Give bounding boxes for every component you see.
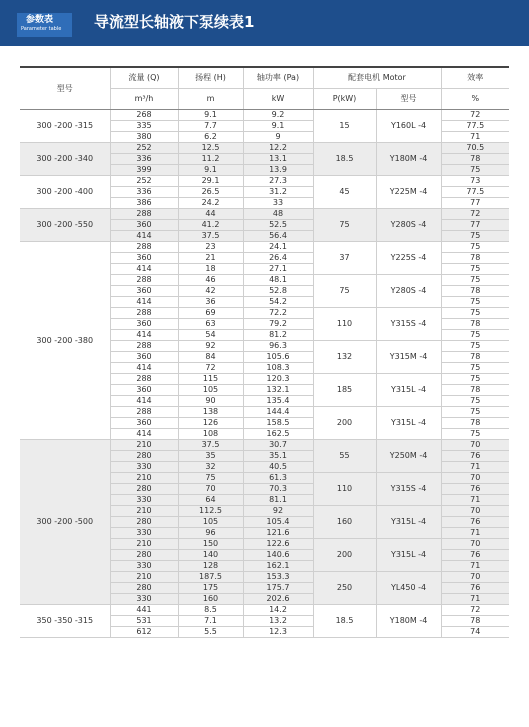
cell-efficiency: 78 [441,253,509,264]
cell-head: 9.1 [178,110,243,121]
cell-shaft: 121.6 [243,528,313,539]
unit-motor-model: 型号 [376,89,441,110]
cell-efficiency: 75 [441,242,509,253]
cell-shaft: 105.6 [243,352,313,363]
cell-head: 160 [178,594,243,605]
cell-flow: 360 [110,385,178,396]
cell-head: 69 [178,308,243,319]
cell-efficiency: 75 [441,165,509,176]
cell-efficiency: 70 [441,473,509,484]
cell-shaft: 26.4 [243,253,313,264]
cell-flow: 414 [110,231,178,242]
cell-motor-model: Y315L -4 [376,407,441,440]
cell-motor-power: 110 [313,308,376,341]
cell-shaft: 202.6 [243,594,313,605]
cell-motor-model: Y315L -4 [376,374,441,407]
cell-motor-model: Y315L -4 [376,506,441,539]
cell-shaft: 9 [243,132,313,143]
cell-motor-power: 18.5 [313,605,376,638]
cell-shaft: 48.1 [243,275,313,286]
cell-flow: 268 [110,110,178,121]
cell-shaft: 33 [243,198,313,209]
cell-head: 11.2 [178,154,243,165]
cell-shaft: 52.5 [243,220,313,231]
cell-flow: 414 [110,297,178,308]
cell-head: 7.1 [178,616,243,627]
cell-efficiency: 76 [441,583,509,594]
table-row [20,110,509,121]
cell-head: 115 [178,374,243,385]
cell-flow: 330 [110,462,178,473]
cell-efficiency: 78 [441,385,509,396]
cell-shaft: 30.7 [243,440,313,451]
cell-motor-power: 37 [313,242,376,275]
cell-head: 9.1 [178,165,243,176]
cell-flow: 336 [110,154,178,165]
cell-head: 35 [178,451,243,462]
cell-efficiency: 77 [441,198,509,209]
cell-head: 138 [178,407,243,418]
cell-head: 126 [178,418,243,429]
cell-flow: 360 [110,319,178,330]
cell-shaft: 153.3 [243,572,313,583]
cell-efficiency: 78 [441,616,509,627]
cell-shaft: 9.1 [243,121,313,132]
cell-flow: 288 [110,275,178,286]
cell-flow: 280 [110,451,178,462]
cell-shaft: 40.5 [243,462,313,473]
cell-efficiency: 76 [441,451,509,462]
cell-model: 300 -200 -550 [20,209,110,242]
cell-head: 54 [178,330,243,341]
cell-efficiency: 78 [441,286,509,297]
cell-flow: 531 [110,616,178,627]
cell-motor-model: Y315M -4 [376,341,441,374]
cell-head: 187.5 [178,572,243,583]
cell-motor-model: Y280S -4 [376,209,441,242]
table-body [20,110,509,638]
cell-shaft: 132.1 [243,385,313,396]
unit-motor-power: P(kW) [313,89,376,110]
cell-flow: 280 [110,550,178,561]
cell-efficiency: 78 [441,154,509,165]
cell-head: 7.7 [178,121,243,132]
cell-head: 150 [178,539,243,550]
cell-head: 37.5 [178,231,243,242]
cell-shaft: 144.4 [243,407,313,418]
cell-motor-power: 200 [313,407,376,440]
cell-efficiency: 71 [441,462,509,473]
cell-efficiency: 70 [441,440,509,451]
cell-shaft: 27.3 [243,176,313,187]
tag-english: Parameter table [21,26,62,32]
table-row [20,440,509,451]
cell-shaft: 13.1 [243,154,313,165]
cell-flow: 414 [110,264,178,275]
cell-efficiency: 71 [441,561,509,572]
cell-efficiency: 71 [441,594,509,605]
tag-chinese: 参数表 [26,15,54,25]
page-title: 导流型长轴液下泵续表1 [94,13,255,31]
cell-head: 18 [178,264,243,275]
cell-shaft: 12.2 [243,143,313,154]
cell-head: 44 [178,209,243,220]
cell-head: 29.1 [178,176,243,187]
cell-head: 140 [178,550,243,561]
cell-shaft: 9.2 [243,110,313,121]
table-row [20,176,509,187]
unit-efficiency: % [441,89,509,110]
cell-head: 24.2 [178,198,243,209]
cell-efficiency: 75 [441,396,509,407]
cell-flow: 386 [110,198,178,209]
cell-flow: 414 [110,396,178,407]
cell-shaft: 54.2 [243,297,313,308]
cell-head: 92 [178,341,243,352]
col-header-flow: 流量 (Q) [110,67,178,89]
table-row [20,209,509,220]
unit-flow: m³/h [110,89,178,110]
cell-shaft: 70.3 [243,484,313,495]
cell-head: 75 [178,473,243,484]
cell-flow: 252 [110,176,178,187]
cell-motor-model: Y250M -4 [376,440,441,473]
cell-flow: 210 [110,440,178,451]
cell-flow: 360 [110,418,178,429]
cell-head: 42 [178,286,243,297]
cell-head: 70 [178,484,243,495]
cell-motor-power: 185 [313,374,376,407]
unit-shaft-power: kW [243,89,313,110]
cell-shaft: 31.2 [243,187,313,198]
col-header-efficiency: 效率 [441,67,509,89]
cell-model: 300 -200 -380 [20,242,110,440]
cell-head: 12.5 [178,143,243,154]
cell-efficiency: 74 [441,627,509,638]
cell-efficiency: 71 [441,528,509,539]
cell-motor-power: 132 [313,341,376,374]
cell-head: 105 [178,385,243,396]
cell-efficiency: 75 [441,429,509,440]
cell-efficiency: 77 [441,220,509,231]
cell-flow: 210 [110,506,178,517]
cell-shaft: 105.4 [243,517,313,528]
cell-head: 46 [178,275,243,286]
cell-efficiency: 75 [441,407,509,418]
cell-shaft: 52.8 [243,286,313,297]
cell-motor-power: 200 [313,539,376,572]
cell-motor-power: 45 [313,176,376,209]
cell-shaft: 14.2 [243,605,313,616]
cell-flow: 414 [110,330,178,341]
cell-shaft: 13.9 [243,165,313,176]
cell-shaft: 135.4 [243,396,313,407]
cell-efficiency: 75 [441,275,509,286]
unit-head: m [178,89,243,110]
cell-efficiency: 75 [441,363,509,374]
cell-flow: 288 [110,209,178,220]
cell-shaft: 35.1 [243,451,313,462]
cell-flow: 441 [110,605,178,616]
cell-motor-power: 110 [313,473,376,506]
cell-flow: 210 [110,473,178,484]
cell-efficiency: 72 [441,110,509,121]
cell-motor-power: 15 [313,110,376,143]
cell-model: 300 -200 -400 [20,176,110,209]
page-header [0,0,529,46]
cell-efficiency: 70 [441,572,509,583]
cell-efficiency: 75 [441,374,509,385]
cell-head: 63 [178,319,243,330]
cell-head: 26.5 [178,187,243,198]
cell-flow: 280 [110,517,178,528]
cell-flow: 252 [110,143,178,154]
cell-motor-model: YL450 -4 [376,572,441,605]
cell-head: 72 [178,363,243,374]
cell-head: 5.5 [178,627,243,638]
cell-shaft: 81.1 [243,495,313,506]
cell-motor-model: Y315S -4 [376,308,441,341]
cell-motor-model: Y225S -4 [376,242,441,275]
cell-efficiency: 75 [441,308,509,319]
cell-shaft: 108.3 [243,363,313,374]
col-header-model: 型号 [20,67,110,110]
cell-shaft: 162.5 [243,429,313,440]
cell-head: 64 [178,495,243,506]
cell-flow: 280 [110,583,178,594]
cell-flow: 210 [110,539,178,550]
cell-motor-model: Y225M -4 [376,176,441,209]
cell-motor-power: 55 [313,440,376,473]
cell-head: 6.2 [178,132,243,143]
cell-efficiency: 75 [441,231,509,242]
cell-efficiency: 78 [441,418,509,429]
cell-motor-power: 160 [313,506,376,539]
cell-motor-power: 75 [313,275,376,308]
cell-shaft: 24.1 [243,242,313,253]
cell-efficiency: 78 [441,352,509,363]
cell-model: 300 -200 -340 [20,143,110,176]
cell-efficiency: 72 [441,209,509,220]
cell-motor-power: 18.5 [313,143,376,176]
cell-flow: 288 [110,308,178,319]
cell-efficiency: 70 [441,506,509,517]
parameter-table [20,66,509,638]
cell-efficiency: 76 [441,550,509,561]
cell-efficiency: 76 [441,484,509,495]
cell-shaft: 27.1 [243,264,313,275]
cell-head: 175 [178,583,243,594]
cell-flow: 399 [110,165,178,176]
col-header-shaft-power: 轴功率 (Pa) [243,67,313,89]
cell-shaft: 79.2 [243,319,313,330]
cell-flow: 288 [110,407,178,418]
cell-efficiency: 75 [441,297,509,308]
cell-shaft: 48 [243,209,313,220]
cell-model: 300 -200 -500 [20,440,110,605]
cell-flow: 330 [110,594,178,605]
cell-efficiency: 73 [441,176,509,187]
cell-flow: 330 [110,528,178,539]
cell-shaft: 61.3 [243,473,313,484]
cell-flow: 360 [110,220,178,231]
cell-motor-model: Y180M -4 [376,143,441,176]
cell-shaft: 120.3 [243,374,313,385]
cell-head: 112.5 [178,506,243,517]
cell-head: 36 [178,297,243,308]
cell-efficiency: 71 [441,132,509,143]
cell-head: 21 [178,253,243,264]
cell-efficiency: 71 [441,495,509,506]
cell-efficiency: 76 [441,517,509,528]
cell-shaft: 81.2 [243,330,313,341]
cell-efficiency: 77.5 [441,121,509,132]
cell-head: 41.2 [178,220,243,231]
parameter-table-tag [17,13,72,37]
cell-flow: 360 [110,253,178,264]
cell-motor-model: Y315L -4 [376,539,441,572]
table-row [20,143,509,154]
cell-shaft: 140.6 [243,550,313,561]
cell-flow: 288 [110,341,178,352]
cell-shaft: 72.2 [243,308,313,319]
col-header-head: 扬程 (H) [178,67,243,89]
cell-flow: 210 [110,572,178,583]
col-header-motor: 配套电机 Motor [313,67,441,89]
cell-motor-model: Y280S -4 [376,275,441,308]
cell-flow: 360 [110,352,178,363]
cell-flow: 330 [110,561,178,572]
cell-efficiency: 77.5 [441,187,509,198]
cell-model: 350 -350 -315 [20,605,110,638]
cell-head: 37.5 [178,440,243,451]
cell-shaft: 162.1 [243,561,313,572]
cell-head: 105 [178,517,243,528]
cell-flow: 280 [110,484,178,495]
cell-head: 23 [178,242,243,253]
cell-shaft: 175.7 [243,583,313,594]
cell-motor-model: Y180M -4 [376,605,441,638]
cell-shaft: 122.6 [243,539,313,550]
cell-efficiency: 70 [441,539,509,550]
cell-flow: 612 [110,627,178,638]
cell-shaft: 12.3 [243,627,313,638]
cell-head: 96 [178,528,243,539]
cell-shaft: 92 [243,506,313,517]
cell-motor-model: Y160L -4 [376,110,441,143]
cell-efficiency: 75 [441,264,509,275]
cell-head: 108 [178,429,243,440]
cell-motor-power: 75 [313,209,376,242]
cell-flow: 330 [110,495,178,506]
cell-head: 84 [178,352,243,363]
cell-efficiency: 70.5 [441,143,509,154]
cell-model: 300 -200 -315 [20,110,110,143]
cell-flow: 414 [110,363,178,374]
cell-motor-model: Y315S -4 [376,473,441,506]
cell-shaft: 13.2 [243,616,313,627]
cell-head: 8.5 [178,605,243,616]
cell-head: 128 [178,561,243,572]
cell-flow: 335 [110,121,178,132]
cell-shaft: 56.4 [243,231,313,242]
cell-efficiency: 75 [441,330,509,341]
cell-efficiency: 72 [441,605,509,616]
table-row [20,242,509,253]
cell-motor-power: 250 [313,572,376,605]
cell-shaft: 96.3 [243,341,313,352]
cell-shaft: 158.5 [243,418,313,429]
cell-head: 32 [178,462,243,473]
cell-efficiency: 78 [441,319,509,330]
cell-flow: 380 [110,132,178,143]
cell-flow: 288 [110,242,178,253]
cell-head: 90 [178,396,243,407]
cell-flow: 360 [110,286,178,297]
table-row [20,605,509,616]
cell-efficiency: 75 [441,341,509,352]
cell-flow: 336 [110,187,178,198]
cell-flow: 414 [110,429,178,440]
cell-flow: 288 [110,374,178,385]
